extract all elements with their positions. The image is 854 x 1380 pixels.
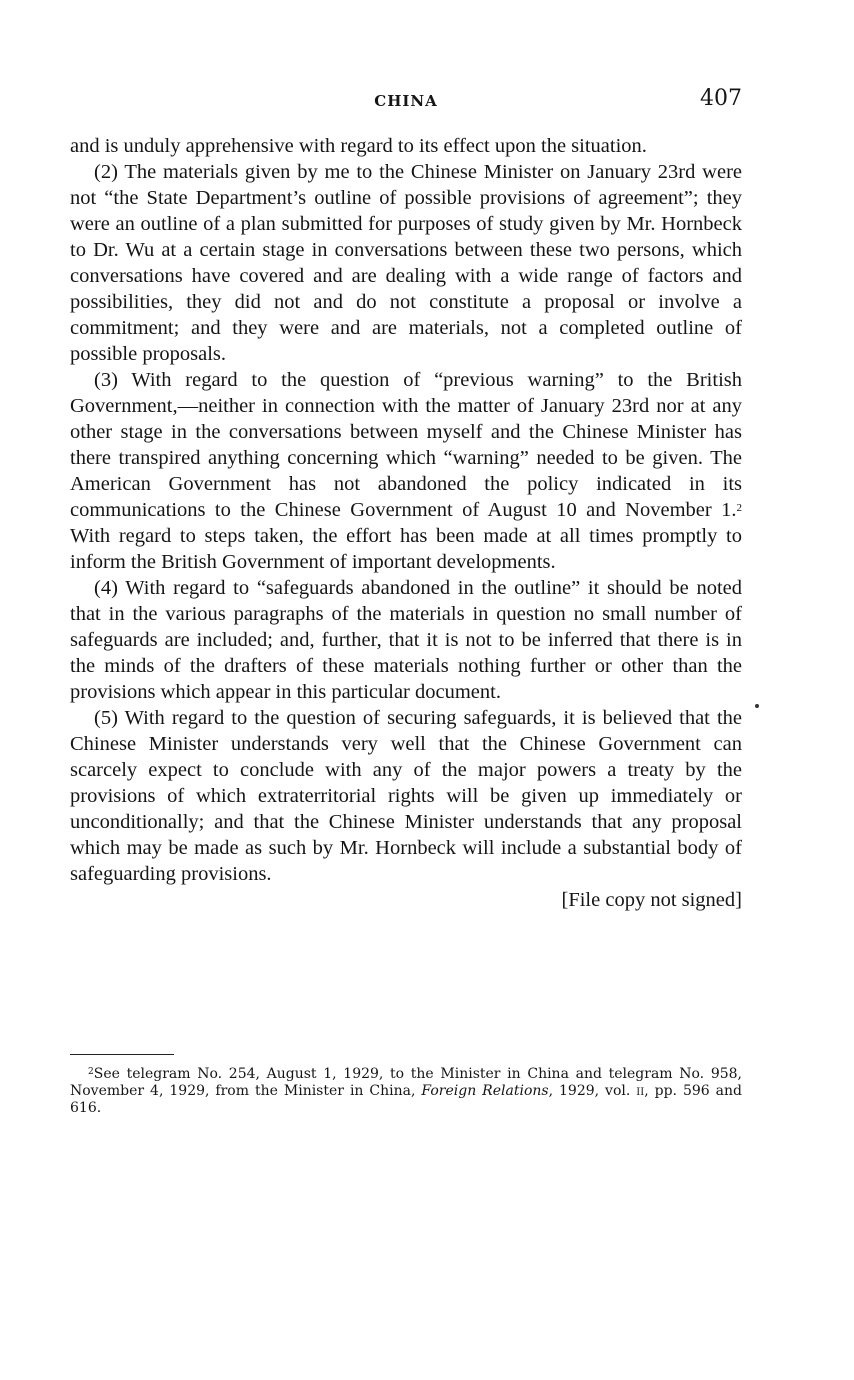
paragraph-4: (4) With regard to “safeguards abandoned in the outline” it should be noted that in the various paragraphs of the materials in question no small number of safeguards are included; and, further, that it is not to be inferred that there is in the minds of the drafters of these materials nothing further or other than the provisions which appear in this particular document.	[70, 577, 742, 703]
body-text	[70, 133, 742, 913]
footnote-reference: 2	[736, 502, 742, 515]
running-head: CHINA	[374, 92, 438, 110]
page-header	[70, 86, 742, 116]
footnote-text-a: See telegram No. 254, August 1, 1929, to the Minister in China and telegram No. 958, November 4, 1929, from the Minister in China,	[70, 1066, 742, 1099]
footnote-text-c: , pp. 596 and 616.	[70, 1083, 742, 1116]
footnote-rule	[70, 1054, 174, 1055]
footnote-marker: 2	[88, 1066, 94, 1077]
footnote	[70, 1066, 742, 1117]
page-number: 407	[700, 86, 742, 111]
footnote-italic-title: Foreign Relations	[421, 1083, 549, 1099]
footnote-volume: ii	[636, 1083, 645, 1099]
paragraph-5: (5) With regard to the question of securing safeguards, it is believed that the Chinese Minister understands very well that the Chinese Government can scarcely expect to conclude with any of the major powers a treaty by the provisions of which extraterritorial rights will be given up immediately or unconditionally; and that the Chinese Minister understands that any proposal which may be made as such by Mr. Hornbeck will include a substantial body of safeguarding provisions.	[70, 707, 742, 885]
paragraph-continued: and is unduly apprehensive with regard to its effect upon the situation.	[70, 135, 647, 157]
paragraph-3-text-a: (3) With regard to the question of “previous warning” to the British Government,—neither in connection with the matter of January 23rd nor at any other stage in the conversations between myself and the Chinese Minister has there transpired anything concerning which “warning” needed to be given. The American Government has not abandoned the policy indicated in its communications to the Chinese Government of August 10 and November 1.	[70, 369, 742, 521]
paragraph-2: (2) The materials given by me to the Chinese Minister on January 23rd were not “the State Department’s outline of possible provisions of agreement”; they were an outline of a plan submitted for purposes of study given by Mr. Hornbeck to Dr. Wu at a certain stage in conversations between these two persons, which conversations have covered and are dealing with a wide range of factors and possibilities, they did not and do not constitute a proposal or involve a commitment; and they were and are materials, not a completed outline of possible proposals.	[70, 161, 742, 365]
signature-note: [File copy not signed]	[561, 889, 742, 911]
footnote-text-b: , 1929, vol.	[548, 1083, 637, 1099]
ink-speck	[755, 704, 759, 708]
paragraph-3	[70, 367, 742, 575]
paragraph-3-text-b: With regard to steps taken, the effort has been made at all times promptly to inform the British Government of important developments.	[70, 525, 742, 573]
